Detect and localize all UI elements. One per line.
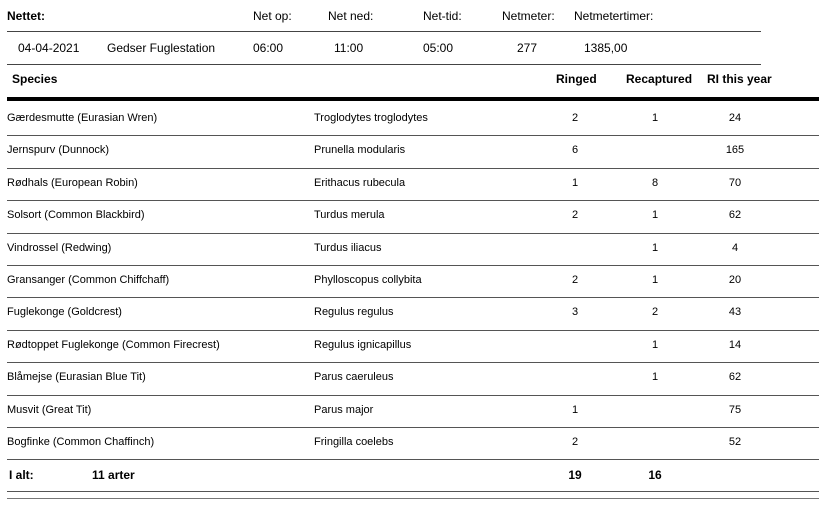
- recaptured-count: 1: [651, 338, 659, 351]
- totals-bottom-divider: [7, 491, 819, 492]
- latin-name: Troglodytes troglodytes: [314, 112, 428, 124]
- row-divider: [7, 427, 819, 428]
- ri-this-year-count: 43: [728, 306, 742, 319]
- total-label: I alt:: [9, 468, 34, 482]
- column-ringed: Ringed: [556, 72, 597, 86]
- netmeter-label: Netmeter:: [502, 9, 555, 23]
- net-op-value: 06:00: [253, 41, 284, 55]
- ringed-count: 2: [571, 436, 579, 448]
- column-header-divider: [7, 97, 819, 101]
- latin-name: Prunella modularis: [314, 144, 406, 157]
- row-divider: [7, 459, 819, 460]
- ri-this-year-count: 70: [728, 176, 742, 189]
- recaptured-count: 1: [651, 371, 659, 384]
- total-recaptured: 16: [648, 468, 662, 482]
- row-divider: [7, 233, 819, 234]
- latin-name: Turdus merula: [314, 209, 385, 222]
- latin-name: Turdus iliacus: [314, 241, 382, 254]
- ringed-count: 2: [571, 112, 579, 124]
- row-divider: [7, 297, 819, 298]
- ri-this-year-count: 24: [728, 112, 742, 124]
- latin-name: Parus caeruleus: [314, 371, 394, 384]
- net-tid-value: 05:00: [423, 41, 454, 55]
- total-species-count: 11 arter: [92, 468, 135, 482]
- species-name: Rødtoppet Fuglekonge (Common Firecrest): [7, 338, 220, 351]
- ringed-count: 2: [571, 209, 579, 222]
- row-divider: [7, 362, 819, 363]
- net-op-label: Net op:: [253, 9, 292, 23]
- latin-name: Parus major: [314, 403, 374, 416]
- station-name: Gedser Fuglestation: [107, 41, 216, 55]
- net-ned-value: 11:00: [334, 41, 364, 55]
- row-divider: [7, 330, 819, 331]
- report-date: 04-04-2021: [18, 41, 80, 55]
- recaptured-count: 1: [651, 112, 659, 124]
- ri-this-year-count: 62: [728, 371, 742, 384]
- netmetertimer-label: Netmetertimer:: [574, 9, 654, 23]
- page-bottom-divider: [7, 498, 819, 499]
- ringed-count: 1: [571, 403, 579, 416]
- species-name: Blåmejse (Eurasian Blue Tit): [7, 371, 146, 384]
- header-bottom-divider: [7, 64, 761, 65]
- species-name: Solsort (Common Blackbird): [7, 209, 145, 222]
- netmetertimer-value: 1385,00: [584, 41, 628, 55]
- ringed-count: 2: [571, 274, 579, 286]
- ri-this-year-count: 14: [728, 338, 742, 351]
- species-name: Bogfinke (Common Chaffinch): [7, 436, 155, 448]
- recaptured-count: 8: [651, 176, 659, 189]
- recaptured-count: 1: [651, 241, 659, 254]
- latin-name: Fringilla coelebs: [314, 436, 394, 448]
- total-ringed: 19: [568, 468, 582, 482]
- column-ri-this-year: RI this year: [707, 72, 772, 86]
- recaptured-count: 1: [651, 209, 659, 222]
- species-name: Musvit (Great Tit): [7, 403, 92, 416]
- header-top-divider: [7, 31, 761, 32]
- species-name: Vindrossel (Redwing): [7, 241, 112, 254]
- row-divider: [7, 135, 819, 136]
- latin-name: Erithacus rubecula: [314, 176, 406, 189]
- ri-this-year-count: 4: [731, 241, 739, 254]
- latin-name: Phylloscopus collybita: [314, 274, 422, 286]
- row-divider: [7, 395, 819, 396]
- latin-name: Regulus regulus: [314, 306, 394, 319]
- ri-this-year-count: 20: [728, 274, 742, 286]
- row-divider: [7, 265, 819, 266]
- latin-name: Regulus ignicapillus: [314, 338, 412, 351]
- net-tid-label: Net-tid:: [423, 9, 462, 23]
- recaptured-count: 2: [651, 306, 659, 319]
- ringed-count: 6: [571, 144, 579, 157]
- species-name: Rødhals (European Robin): [7, 176, 138, 189]
- column-recaptured: Recaptured: [626, 72, 693, 86]
- column-species: Species: [12, 72, 58, 86]
- species-name: Jernspurv (Dunnock): [7, 144, 110, 157]
- row-divider: [7, 200, 819, 201]
- ri-this-year-count: 75: [728, 403, 742, 416]
- net-ned-label: Net ned:: [328, 9, 374, 23]
- species-name: Gransanger (Common Chiffchaff): [7, 274, 170, 286]
- netmeter-value: 277: [517, 41, 538, 55]
- ri-this-year-count: 165: [725, 144, 745, 157]
- row-divider: [7, 168, 819, 169]
- net-label: Nettet:: [7, 9, 45, 23]
- ri-this-year-count: 62: [728, 209, 742, 222]
- species-name: Fuglekonge (Goldcrest): [7, 306, 122, 319]
- recaptured-count: 1: [651, 274, 659, 286]
- ringed-count: 1: [571, 176, 579, 189]
- ri-this-year-count: 52: [728, 436, 742, 448]
- ringed-count: 3: [571, 306, 579, 319]
- species-name: Gærdesmutte (Eurasian Wren): [7, 112, 158, 124]
